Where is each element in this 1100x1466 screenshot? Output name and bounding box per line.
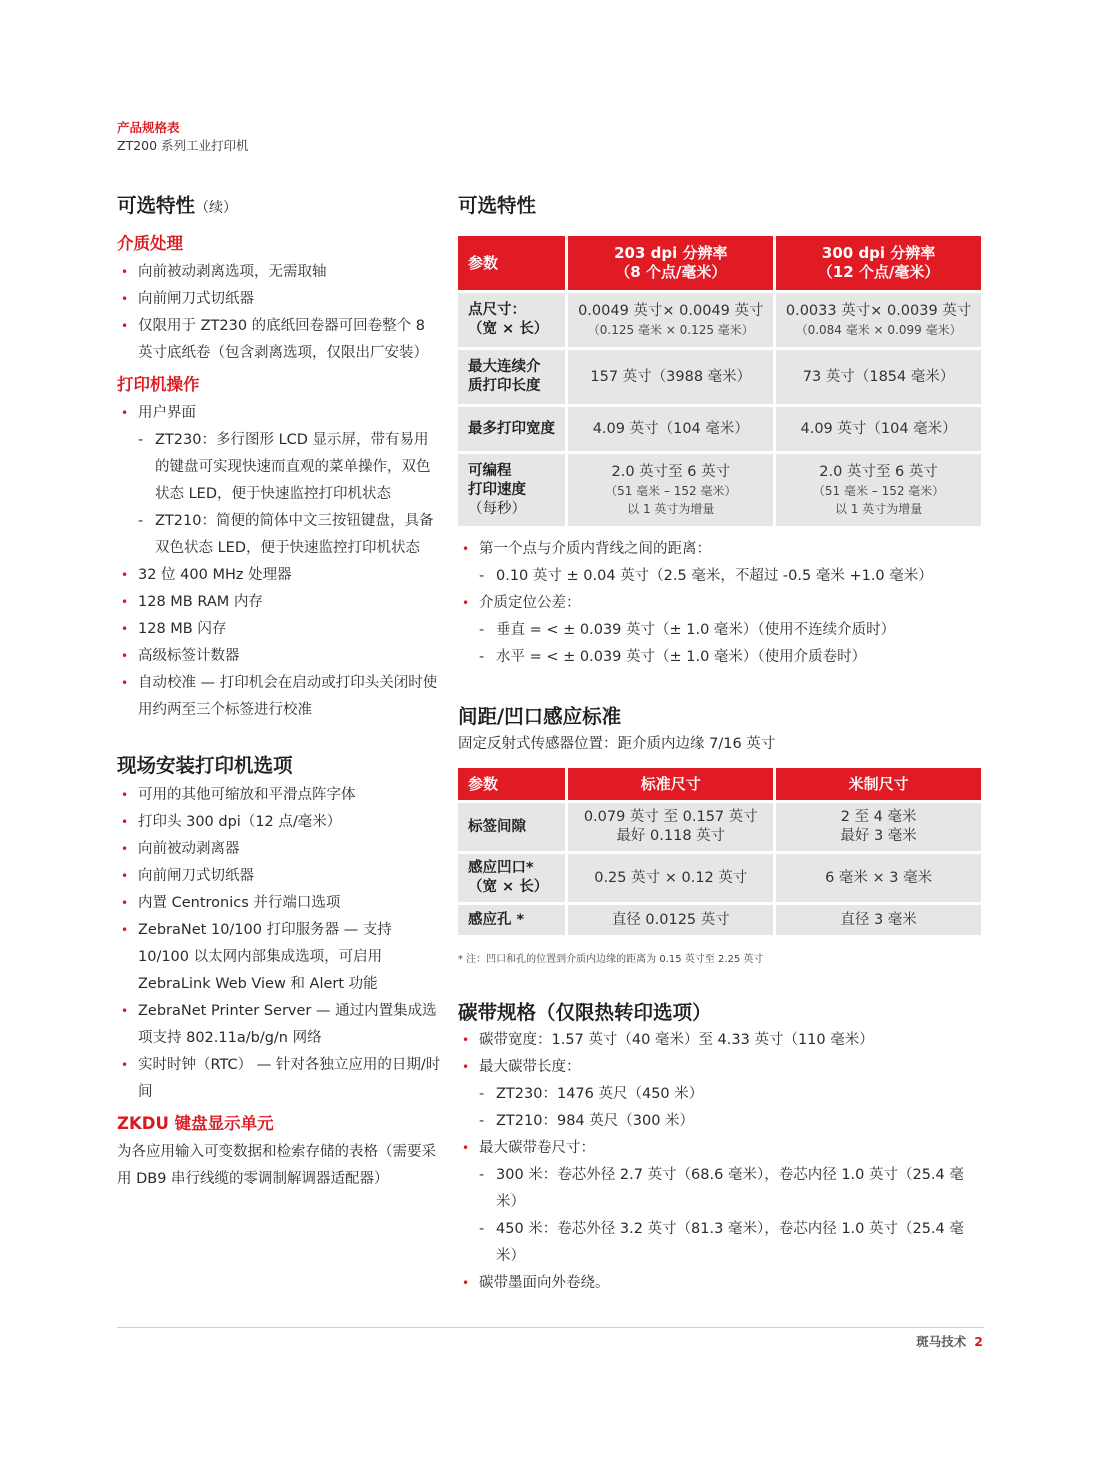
list-item: • 高级标签计数器 <box>117 643 442 670</box>
list-item: • 最大碳带卷尺寸： - 300 米：卷芯外径 2.7 英寸（68.6 毫米），卷芯内径 1.0 英寸（25.4 毫米） - 450 米：卷芯外径 3.2 英寸（81.3 毫米），卷芯内径 1.0 英寸（25.4 毫米） <box>458 1135 984 1270</box>
options-title: 可选特性 <box>117 194 196 217</box>
column-header: 203 dpi 分辨率 （8 个点/毫米） <box>568 236 773 290</box>
list-item: • 32 位 400 MHz 处理器 <box>117 562 442 589</box>
list-item: • 第一个点与介质内背线之间的距离： - 0.10 英寸 ± 0.04 英寸（2.5 毫米，不超过 -0.5 毫米 +1.0 毫米） <box>458 536 984 590</box>
gap-sensing-subtitle: 固定反射式传感器位置：距介质内边缘 7/16 英寸 <box>458 736 776 752</box>
table-cell: 157 英寸（3988 毫米） <box>568 350 773 404</box>
list-item: • ZebraNet Printer Server — 通过内置集成选项支持 802.11a/b/g/n 网络 <box>117 998 442 1052</box>
list-item: • 介质定位公差： - 垂直 = < ± 0.039 英寸（± 1.0 毫米）（使用不连续介质时） - 水平 = < ± 0.039 英寸（± 1.0 毫米）（使用介质卷时） <box>458 590 984 671</box>
row-param: 最多打印宽度 <box>458 407 565 451</box>
zkdu-heading: ZKDU 键盘显示单元 <box>117 1114 274 1133</box>
table-row <box>458 293 981 347</box>
field-options-list <box>117 782 442 1106</box>
gap-sensing-table <box>455 765 984 938</box>
page-number: 2 <box>974 1334 983 1349</box>
list-item: • 可用的其他可缩放和平滑点阵字体 <box>117 782 442 809</box>
list-item: • 碳带宽度：1.57 英寸（40 毫米）至 4.33 英寸（110 毫米） <box>458 1027 984 1054</box>
sub-item: - 水平 = < ± 0.039 英寸（± 1.0 毫米）（使用介质卷时） <box>458 644 984 671</box>
resolution-spec-table <box>455 233 984 529</box>
left-column <box>117 192 442 1193</box>
table-header-row <box>458 768 981 800</box>
table-row <box>458 350 981 404</box>
ui-item-label: 用户界面 <box>138 405 196 421</box>
section-title-options-cont <box>117 192 442 222</box>
list-item: • 最大碳带长度： - ZT230：1476 英尺（450 米） - ZT210：984 英尺（300 米） <box>458 1054 984 1135</box>
list-item: • 内置 Centronics 并行端口选项 <box>117 890 442 917</box>
sublist <box>458 617 984 671</box>
table-cell: 0.079 英寸 至 0.157 英寸 最好 0.118 英寸 <box>568 803 773 851</box>
list-item: • 向前被动剥离选项，无需取轴 <box>117 259 442 286</box>
media-handling-list <box>117 259 442 367</box>
list-item <box>117 400 442 562</box>
right-column <box>458 192 984 1297</box>
row-param: 点尺寸： （宽 × 长） <box>458 293 565 347</box>
row-param: 标签间隙 <box>458 803 565 851</box>
ui-sublist <box>117 427 442 562</box>
table-cell: 0.25 英寸 × 0.12 英寸 <box>568 854 773 902</box>
options-section-title: 可选特性 <box>458 194 537 217</box>
list-item: • 向前闸刀式切纸器 <box>117 863 442 890</box>
column-header: 参数 <box>458 768 565 800</box>
sub-item: - 450 米：卷芯外径 3.2 英寸（81.3 毫米），卷芯内径 1.0 英寸（25.4 毫米） <box>458 1216 984 1270</box>
footer-divider <box>117 1327 984 1328</box>
ribbon-spec-title: 碳带规格（仅限热转印选项） <box>458 1001 712 1024</box>
printer-operation-list <box>117 400 442 724</box>
table-row <box>458 454 981 526</box>
list-item: • 向前闸刀式切纸器 <box>117 286 442 313</box>
column-header: 参数 <box>458 236 565 290</box>
sublist <box>458 1081 984 1135</box>
continued-label: （续） <box>195 200 238 216</box>
row-param: 感应凹口* （宽 × 长） <box>458 854 565 902</box>
table-cell: 2.0 英寸至 6 英寸 （51 毫米 – 152 毫米） 以 1 英寸为增量 <box>776 454 981 526</box>
row-param: 最大连续介 质打印长度 <box>458 350 565 404</box>
column-header: 标准尺寸 <box>568 768 773 800</box>
table-cell: 直径 3 毫米 <box>776 905 981 935</box>
list-item: • 碳带墨面向外卷绕。 <box>458 1270 984 1297</box>
footer <box>916 1332 983 1350</box>
row-param: 感应孔 * <box>458 905 565 935</box>
column-header: 米制尺寸 <box>776 768 981 800</box>
sub-item: - ZT230：1476 英尺（450 米） <box>458 1081 984 1108</box>
company-name: 斑马技术 <box>916 1334 967 1349</box>
sub-item: - 300 米：卷芯外径 2.7 英寸（68.6 毫米），卷芯内径 1.0 英寸（25.4 毫米） <box>458 1162 984 1216</box>
list-item: • ZebraNet 10/100 打印服务器 — 支持 10/100 以太网内部集成选项，可启用 ZebraLink Web View 和 Alert 功能 <box>117 917 442 998</box>
sub-item: - 垂直 = < ± 0.039 英寸（± 1.0 毫米）（使用不连续介质时） <box>458 617 984 644</box>
list-item: • 仅限用于 ZT230 的底纸回卷器可回卷整个 8 英寸底纸卷（包含剥离选项，仅限出厂安装） <box>117 313 442 367</box>
table-cell: 6 毫米 × 3 毫米 <box>776 854 981 902</box>
table-cell: 4.09 英寸（104 毫米） <box>776 407 981 451</box>
options-notes-list <box>458 536 984 671</box>
table-cell: 73 英寸（1854 毫米） <box>776 350 981 404</box>
sub-item: - ZT210：简便的简体中文三按钮键盘，具备双色状态 LED，便于快速监控打印机状态 <box>117 508 442 562</box>
list-item: • 128 MB RAM 内存 <box>117 589 442 616</box>
list-item: • 128 MB 闪存 <box>117 616 442 643</box>
ribbon-spec-list <box>458 1027 984 1297</box>
zkdu-description: 为各应用输入可变数据和检索存储的表格（需要采用 DB9 串行线缆的零调制解调器适配器） <box>117 1144 436 1187</box>
table-cell: 2.0 英寸至 6 英寸 （51 毫米 – 152 毫米） 以 1 英寸为增量 <box>568 454 773 526</box>
table-cell: 2 至 4 毫米 最好 3 毫米 <box>776 803 981 851</box>
list-item: • 打印头 300 dpi（12 点/毫米） <box>117 809 442 836</box>
table-row <box>458 854 981 902</box>
product-name: ZT200 系列工业打印机 <box>117 138 249 153</box>
row-param: 可编程 打印速度 （每秒） <box>458 454 565 526</box>
sub-item: - 0.10 英寸 ± 0.04 英寸（2.5 毫米，不超过 -0.5 毫米 +1.0 毫米） <box>458 563 984 590</box>
table-row <box>458 905 981 935</box>
sub-item: - ZT210：984 英尺（300 米） <box>458 1108 984 1135</box>
gap-sensing-title: 间距/凹口感应标准 <box>458 705 622 728</box>
gap-footnote: * 注：凹口和孔的位置到介质内边缘的距离为 0.15 英寸至 2.25 英寸 <box>458 954 764 965</box>
list-item: • 向前被动剥离器 <box>117 836 442 863</box>
list-item: • 实时时钟（RTC） — 针对各独立应用的日期/时间 <box>117 1052 442 1106</box>
table-cell: 直径 0.0125 英寸 <box>568 905 773 935</box>
sublist <box>458 563 984 590</box>
table-row <box>458 407 981 451</box>
column-header: 300 dpi 分辨率 （12 个点/毫米） <box>776 236 981 290</box>
printer-operation-heading: 打印机操作 <box>117 375 200 394</box>
doc-type-label: 产品规格表 <box>117 120 180 135</box>
media-handling-heading: 介质处理 <box>117 234 183 253</box>
table-row <box>458 803 981 851</box>
list-item: • 自动校准 — 打印机会在启动或打印头关闭时使用约两至三个标签进行校准 <box>117 670 442 724</box>
table-cell: 0.0033 英寸× 0.0039 英寸 （0.084 毫米 × 0.099 毫米） <box>776 293 981 347</box>
field-install-options-title: 现场安装打印机选项 <box>117 754 293 777</box>
table-cell: 4.09 英寸（104 毫米） <box>568 407 773 451</box>
sublist <box>458 1162 984 1270</box>
table-header-row <box>458 236 981 290</box>
sub-item: - ZT230：多行图形 LCD 显示屏，带有易用的键盘可实现快速而直观的菜单操作，双色状态 LED，便于快速监控打印机状态 <box>117 427 442 508</box>
table-cell: 0.0049 英寸× 0.0049 英寸 （0.125 毫米 × 0.125 毫米） <box>568 293 773 347</box>
